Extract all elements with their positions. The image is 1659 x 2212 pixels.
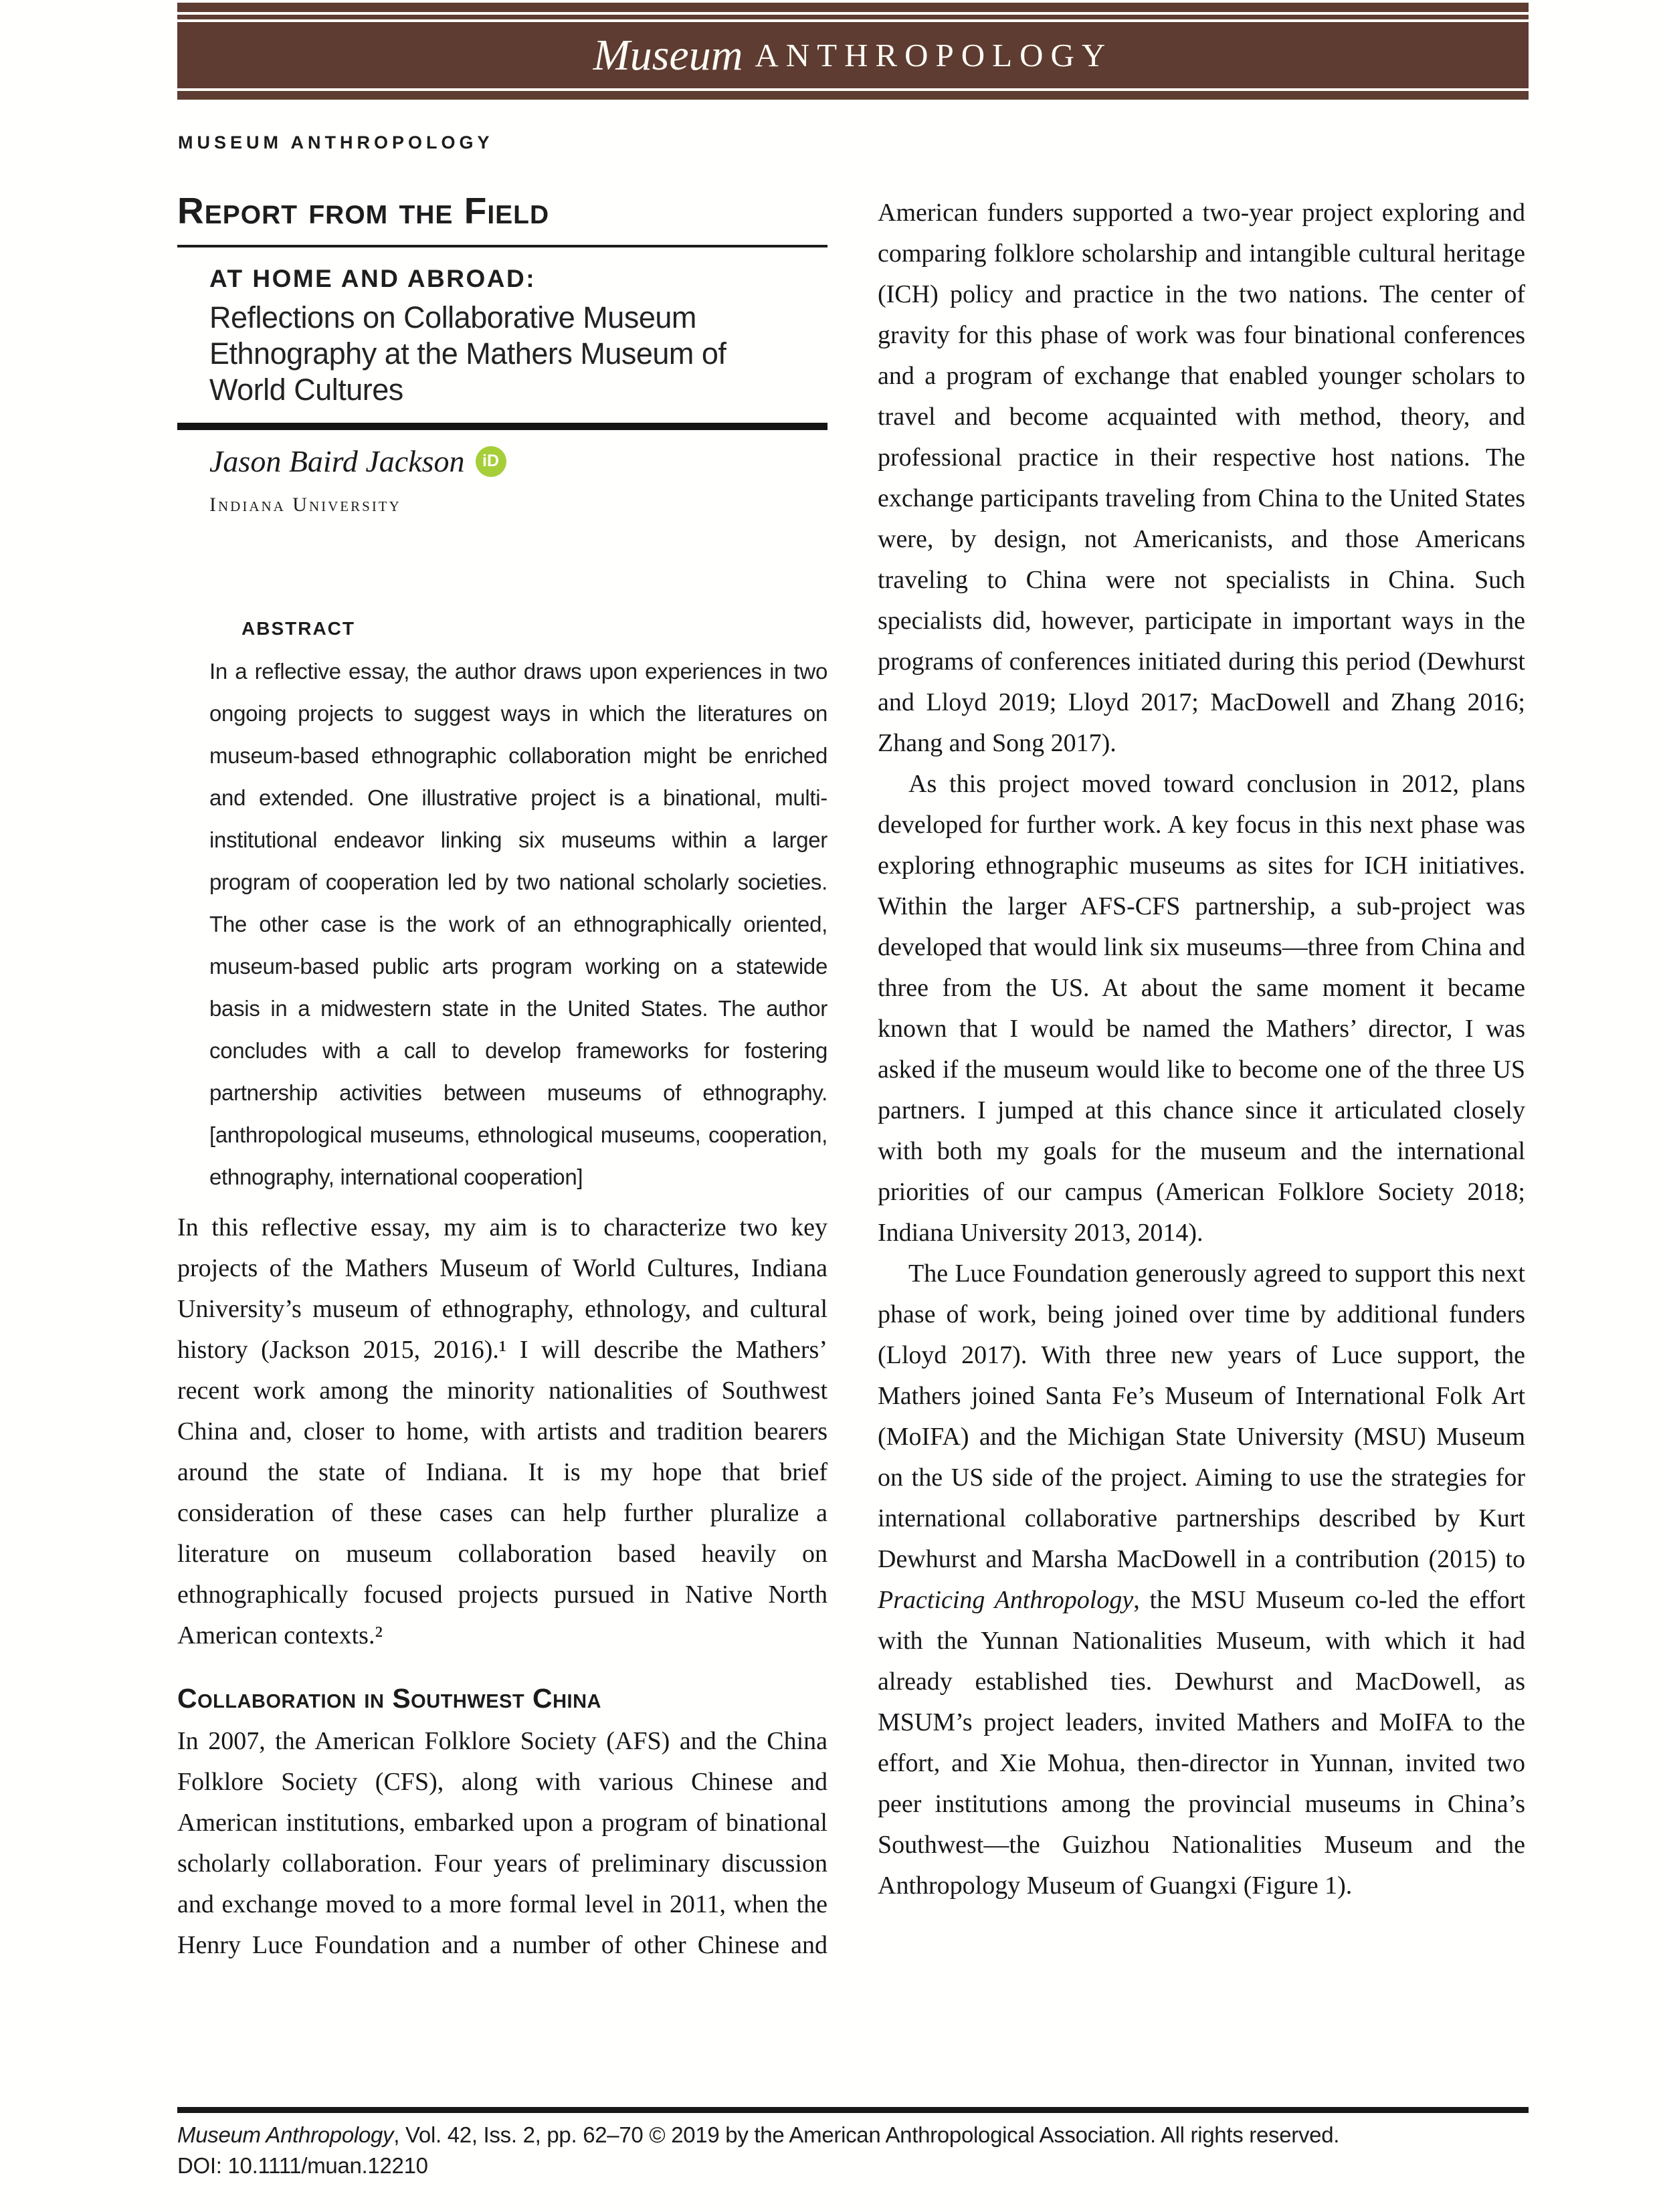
masthead-pinstripe <box>177 12 1529 15</box>
doi-line: DOI: 10.1111/muan.12210 <box>177 2153 428 2178</box>
section-heading: Collaboration in Southwest China <box>177 1683 601 1714</box>
divider-rule-thin <box>177 245 827 247</box>
author-affiliation: Indiana University <box>209 494 401 516</box>
orcid-icon[interactable]: iD <box>476 446 506 477</box>
journal-title <box>177 22 1529 88</box>
abstract-label: ABSTRACT <box>241 618 355 639</box>
abstract-block <box>209 618 827 1198</box>
abstract-text: In a reflective essay, the author draws upon experiences in two ongoing projects to suggest ways in which the literatures on museum-based ethnographic collaboration might be enriched and extended. One illustrative project is a binational, multi-institutional endeavor linking six museums within a larger program of cooperation led by two national scholarly societies. The other case is the work of an ethnographically oriented, museum-based public arts program working on a statewide basis in a midwestern state in the United States. The author concludes with a call to develop frameworks for fostering partnership activities between museums of ethnography. [anthropological museums, ethnological museums, cooperation, ethnography, international cooperation] <box>209 659 827 1189</box>
article-title: Reflections on Collaborative Museum Ethnography at the Mathers Museum of World Cultures <box>209 300 726 407</box>
author-row <box>209 443 827 479</box>
masthead-pinstripe <box>177 88 1529 91</box>
divider-rule-thick <box>177 423 827 430</box>
body-paragraph: In this reflective essay, my aim is to characterize two key projects of the Mathers Museum of World Cultures, Indiana University’s museum of ethnography, ethnology, and cultural history (Jackson 2015, 2016).¹ I will describe the Mathers’ recent work among the minority nationalities of Southwest China and, closer to home, with artists and tradition bearers around the state of Indiana. It is my hope that brief consideration of these cases can help further pluralize a literature on museum collaboration based heavily on ethnographically focused projects pursued in Native North American contexts.² <box>177 1213 827 1649</box>
section-label: Report from the Field <box>177 190 550 231</box>
journal-title-italic-word: Museum <box>593 30 743 80</box>
page-footer <box>177 2107 1529 2181</box>
article-kicker: AT HOME AND ABROAD: <box>209 265 536 292</box>
journal-masthead-banner <box>177 3 1529 100</box>
body-paragraph: American funders supported a two-year project exploring and comparing folklore scholarship and intangible cultural heritage (ICH) policy and practice in the two nations. The center of gravity for this phase of work was four binational conferences and a program of exchange that enabled younger scholars to travel and become acquainted with method, theory, and professional practice in their respective host nations. The exchange participants traveling from China to the United States were, by design, not Americanists, and those Americans traveling to China were not specialists in China. Such specialists did, however, participate in important ways in the programs of conferences initiated during this period (Dewhurst and Lloyd 2019; Lloyd 2017; MacDowell and Zhang 2016; Zhang and Song 2017). <box>878 199 1525 757</box>
right-column <box>878 181 1525 1906</box>
body-paragraph: The Luce Foundation generously agreed to support this next phase of work, being joined over time by additional funders (Lloyd 2017). With three new years of Luce support, the Mathers joined Santa Fe’s Museum of International Folk Art (MoIFA) and the Michigan State University (MSU) Museum on the US side of the project. Aiming to use the strategies for international collaborative partnerships described by Kurt Dewhurst and Marsha MacDowell in a contribution (2015) to Practicing Anthropology, the MSU Museum co-led the effort with the Yunnan Nationalities Museum, with which it had already established ties. Dewhurst and MacDowell, as MSUM’s project leaders, invited Mathers and MoIFA to the effort, and Xie Mohua, then-director in Yunnan, invited two peer institutions among the provincial museums in China’s Southwest—the Guizhou Nationalities Museum and the Anthropology Museum of Guangxi (Figure 1). <box>878 1260 1525 1900</box>
body-paragraph: In 2007, the American Folklore Society (AFS) and the China Folklore Society (CFS), along with various Chinese and American institutions, embarked upon a program of binational scholarly collaboration. Four years of preliminary discussion and exchange moved to a more formal level in 2011, when the Henry Luce Foundation and a number of other Chinese and <box>177 1727 827 1959</box>
left-column <box>177 181 827 1966</box>
body-paragraph: As this project moved toward conclusion in 2012, plans developed for further work. A key focus in this next phase was exploring ethnographic museums as sites for ICH initiatives. Within the larger AFS-CFS partnership, a sub-project was developed that would link six museums—three from China and three from the US. At about the same moment it became known that I would be named the Mathers’ director, I was asked if the museum would like to become one of the three US partners. I jumped at this chance since it articulated closely with both my goals for the museum and the international priorities of our campus (American Folklore Society 2018; Indiana University 2013, 2014). <box>878 770 1525 1247</box>
citation-line: Museum Anthropology, Vol. 42, Iss. 2, pp. 62–70 © 2019 by the American Anthropological Association. All rights reserved. <box>177 2122 1340 2147</box>
journal-title-caps-word: ANTHROPOLOGY <box>755 37 1113 74</box>
author-name: Jason Baird Jackson <box>209 444 465 478</box>
running-head: MUSEUM ANTHROPOLOGY <box>178 132 494 153</box>
